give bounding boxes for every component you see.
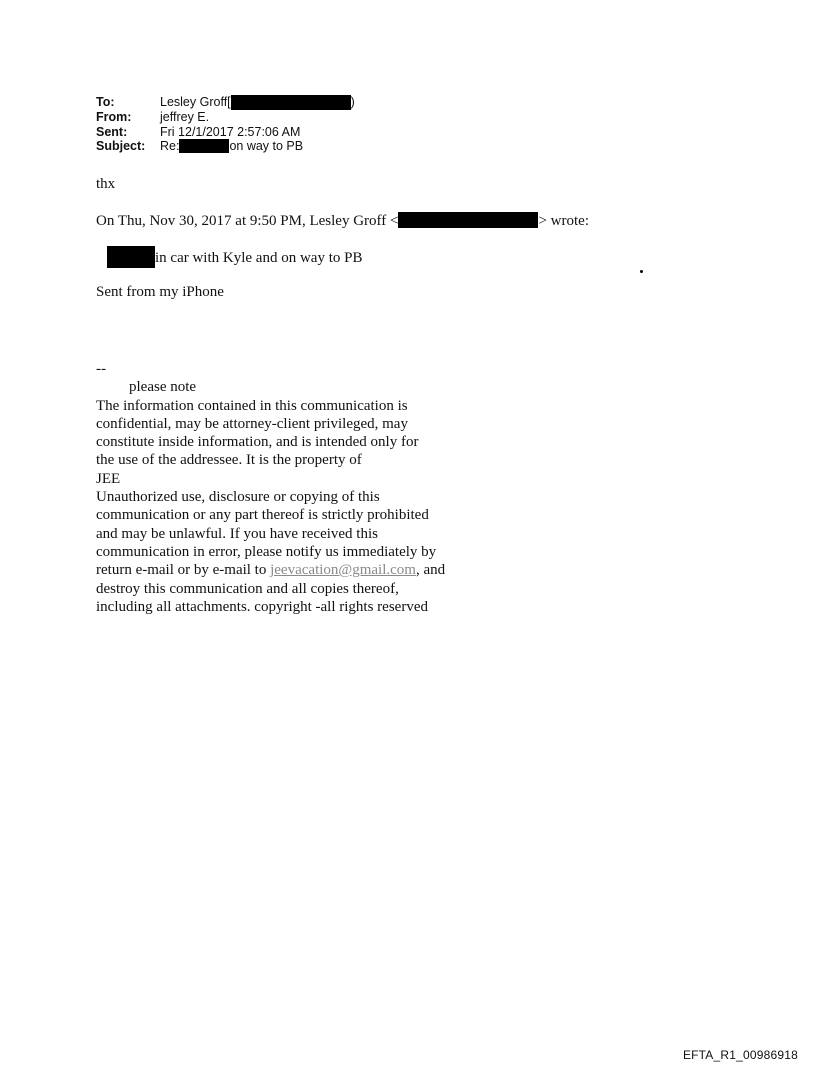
sent-value: Fri 12/1/2017 2:57:06 AM (160, 124, 301, 139)
disclaimer-line: JEE (96, 470, 121, 487)
sent-row (96, 125, 355, 140)
signature: Sent from my iPhone (96, 284, 224, 300)
quoted-message (107, 246, 362, 268)
quote-intro-suffix: > wrote: (538, 213, 589, 229)
from-row (96, 110, 355, 125)
disclaimer-email-line (96, 561, 445, 579)
quote-intro-prefix: On Thu, Nov 30, 2017 at 9:50 PM, Lesley Groff < (96, 213, 399, 229)
from-label: From: (96, 110, 132, 124)
reply-text: thx (96, 176, 116, 192)
disclaimer-line: constitute inside information, and is intended only for (96, 434, 419, 451)
disclaimer-line: communication in error, please notify us immediately by (96, 543, 437, 560)
stray-dot (640, 270, 643, 273)
document-id: EFTA_R1_00986918 (682, 1048, 798, 1062)
disclaimer-line: confidential, may be attorney-client privileged, may (96, 415, 408, 432)
disclaimer-line: communication or any part thereof is strictly prohibited (96, 507, 429, 524)
subject-prefix: Re: (160, 139, 180, 153)
email-line-prefix: return e-mail or by e-mail to (96, 562, 271, 579)
disclaimer-line: and may be unlawful. If you have received this (96, 525, 378, 542)
signature-separator: -- (96, 361, 106, 377)
email-header (96, 95, 355, 154)
disclaimer-note: please note (129, 379, 197, 396)
to-value: Lesley Groff[ (160, 95, 231, 109)
subject-row (96, 139, 355, 154)
sent-label: Sent: (96, 124, 128, 139)
disclaimer-line: Unauthorized use, disclosure or copying of this (96, 489, 380, 506)
quoted-message-text: in car with Kyle and on way to PB (155, 250, 363, 266)
email-line-suffix: , and (415, 562, 446, 579)
redaction-box (107, 246, 155, 268)
disclaimer-line: the use of the addressee. It is the property of (96, 452, 362, 469)
subject-suffix: on way to PB (229, 139, 304, 153)
to-label: To: (96, 95, 115, 109)
disclaimer (96, 360, 445, 616)
redaction-box (179, 139, 229, 153)
to-row (96, 95, 355, 110)
disclaimer-line: destroy this communication and all copies thereof, (96, 580, 399, 597)
subject-label: Subject: (96, 139, 146, 153)
from-value: jeffrey E. (160, 110, 210, 124)
to-suffix: ) (350, 95, 355, 109)
email-link[interactable]: jeevacation@gmail.com (270, 562, 416, 579)
quote-intro (96, 212, 589, 230)
redaction-box (398, 212, 538, 228)
disclaimer-line: The information contained in this communication is (96, 397, 408, 414)
disclaimer-line: including all attachments. copyright -all rights reserved (96, 598, 428, 615)
redaction-box (231, 95, 351, 110)
